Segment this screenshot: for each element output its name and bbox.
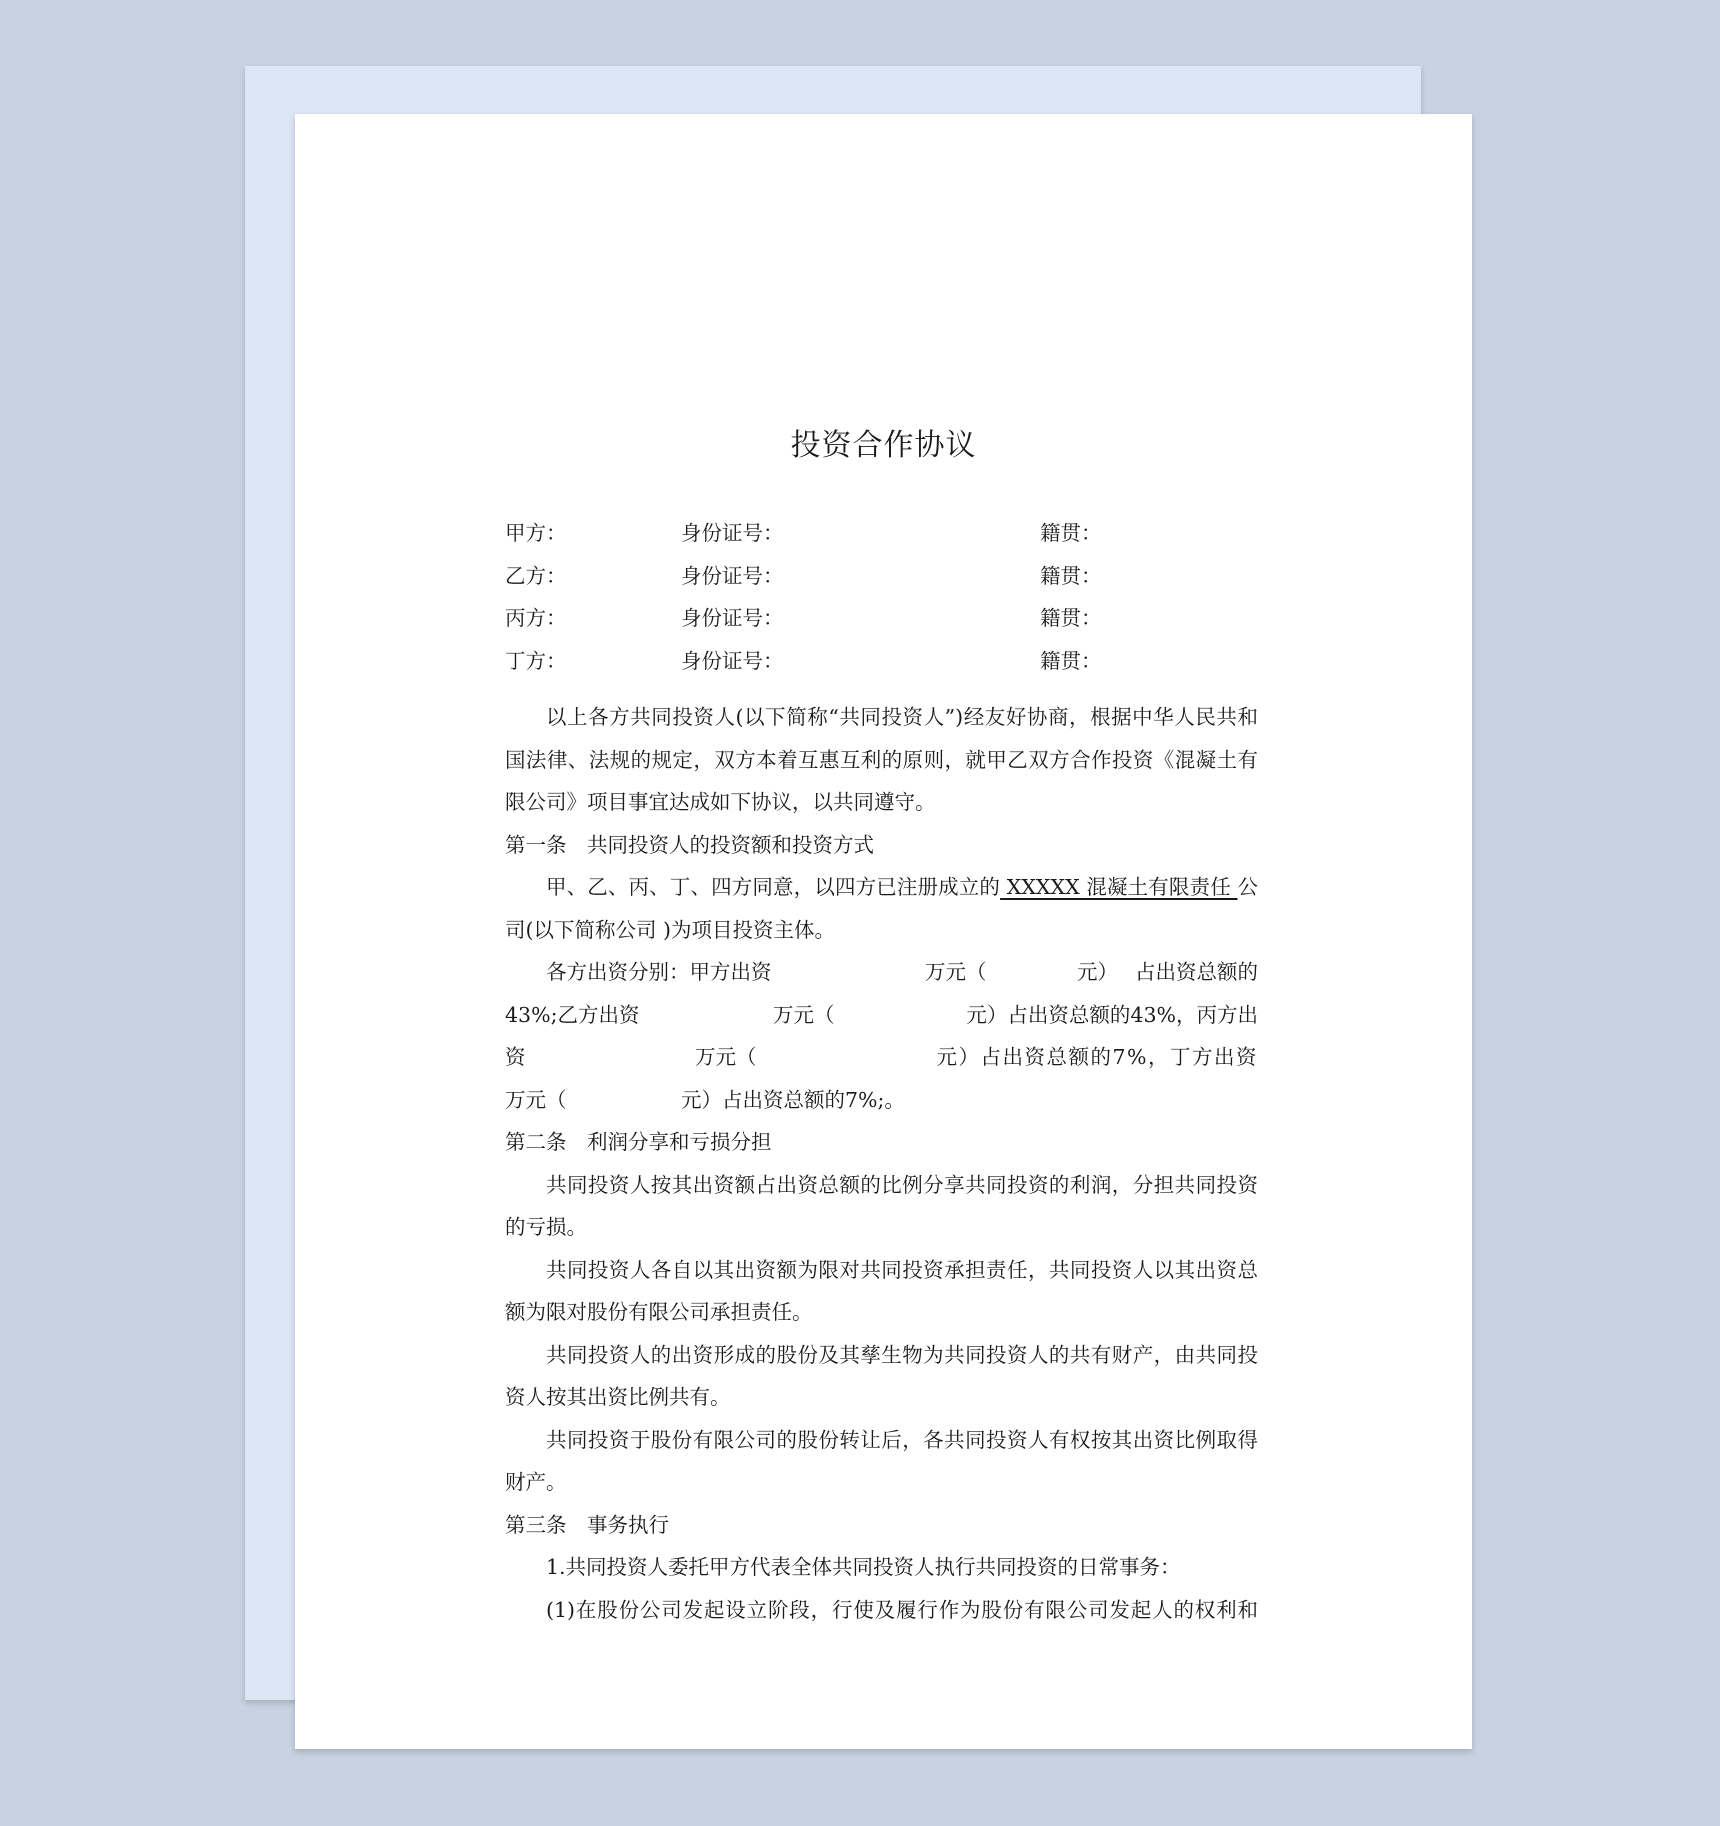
party-label: 甲方： [505, 521, 567, 545]
party-row [505, 512, 1258, 555]
text: 公司(以下简称公司 )为项目投资主体。 [505, 875, 1258, 942]
text: 万元（ [773, 1002, 835, 1027]
article-3-heading: 第三条 事务执行 [505, 1512, 669, 1537]
contribution-line [505, 1036, 1258, 1079]
document-page [295, 114, 1472, 1749]
text: 各方出资分别：甲方出资 [546, 960, 772, 984]
id-label: 身份证号： [681, 648, 784, 673]
id-label: 身份证号： [681, 563, 784, 588]
party-row [505, 555, 1258, 598]
text: 元）占出资总额的7%，丁方出资 [936, 1045, 1258, 1069]
contribution-line [505, 994, 1258, 1037]
id-label: 身份证号： [681, 606, 784, 630]
id-label: 身份证号： [681, 521, 784, 545]
contribution-line [505, 951, 1258, 994]
text: 占出资总额的 [1135, 960, 1258, 984]
text: 万元（ [925, 960, 987, 984]
article-1-heading: 第一条 共同投资人的投资额和投资方式 [505, 832, 874, 857]
document-title: 投资合作协议 [790, 428, 977, 463]
text: 甲、乙、丙、丁、四方同意，以四方已注册成立的 [546, 875, 1001, 899]
contribution-line [505, 1079, 1258, 1122]
party-row [505, 640, 1258, 683]
party-row [505, 597, 1258, 640]
party-label: 乙方： [505, 563, 567, 588]
text: 万元（ [695, 1045, 757, 1069]
text: 元）占出资总额的43%，丙方出 [966, 1002, 1258, 1027]
text: 元）占出资总额的7%;。 [681, 1087, 905, 1112]
origin-label: 籍贯： [1040, 563, 1102, 588]
article-3-paragraph: (1)在股份公司发起设立阶段，行使及履行作为股份有限公司发起人的权利和 [546, 1597, 1258, 1622]
article-1-paragraph [505, 866, 1258, 951]
article-2-paragraph: 共同投资人各自以其出资额为限对共同投资承担责任，共同投资人以其出资总额为限对股份有限公司承担责任。 [505, 1257, 1258, 1324]
contribution-paragraph [505, 951, 1258, 1121]
party-label: 丁方： [505, 648, 567, 673]
party-label: 丙方： [505, 606, 567, 630]
text: 万元（ [505, 1087, 567, 1112]
document-body [505, 512, 1258, 1631]
text: 43%;乙方出资 [505, 1002, 640, 1027]
text: 资 [505, 1045, 526, 1069]
origin-label: 籍贯： [1040, 521, 1102, 545]
article-3-paragraph: 1.共同投资人委托甲方代表全体共同投资人执行共同投资的日常事务： [546, 1555, 1181, 1579]
article-2-paragraph: 共同投资人按其出资额占出资总额的比例分享共同投资的利润，分担共同投资的亏损。 [505, 1172, 1258, 1239]
origin-label: 籍贯： [1040, 606, 1102, 630]
origin-label: 籍贯： [1040, 648, 1102, 673]
article-2-paragraph: 共同投资于股份有限公司的股份转让后，各共同投资人有权按其出资比例取得财产。 [505, 1427, 1258, 1494]
text: 元） [1077, 960, 1118, 984]
company-name-underlined: XXXXX 混凝土有限责任 [1000, 875, 1238, 899]
article-2-paragraph: 共同投资人的出资形成的股份及其孳生物为共同投资人的共有财产，由共同投资人按其出资比例共有。 [505, 1342, 1258, 1409]
article-2-heading: 第二条 利润分享和亏损分担 [505, 1130, 772, 1154]
preamble-paragraph: 以上各方共同投资人(以下简称“共同投资人”)经友好协商，根据中华人民共和国法律、法规的规定，双方本着互惠互利的原则，就甲乙双方合作投资《混凝土有限公司》项目事宜达成如下协议，以共同遵守。 [505, 705, 1258, 814]
